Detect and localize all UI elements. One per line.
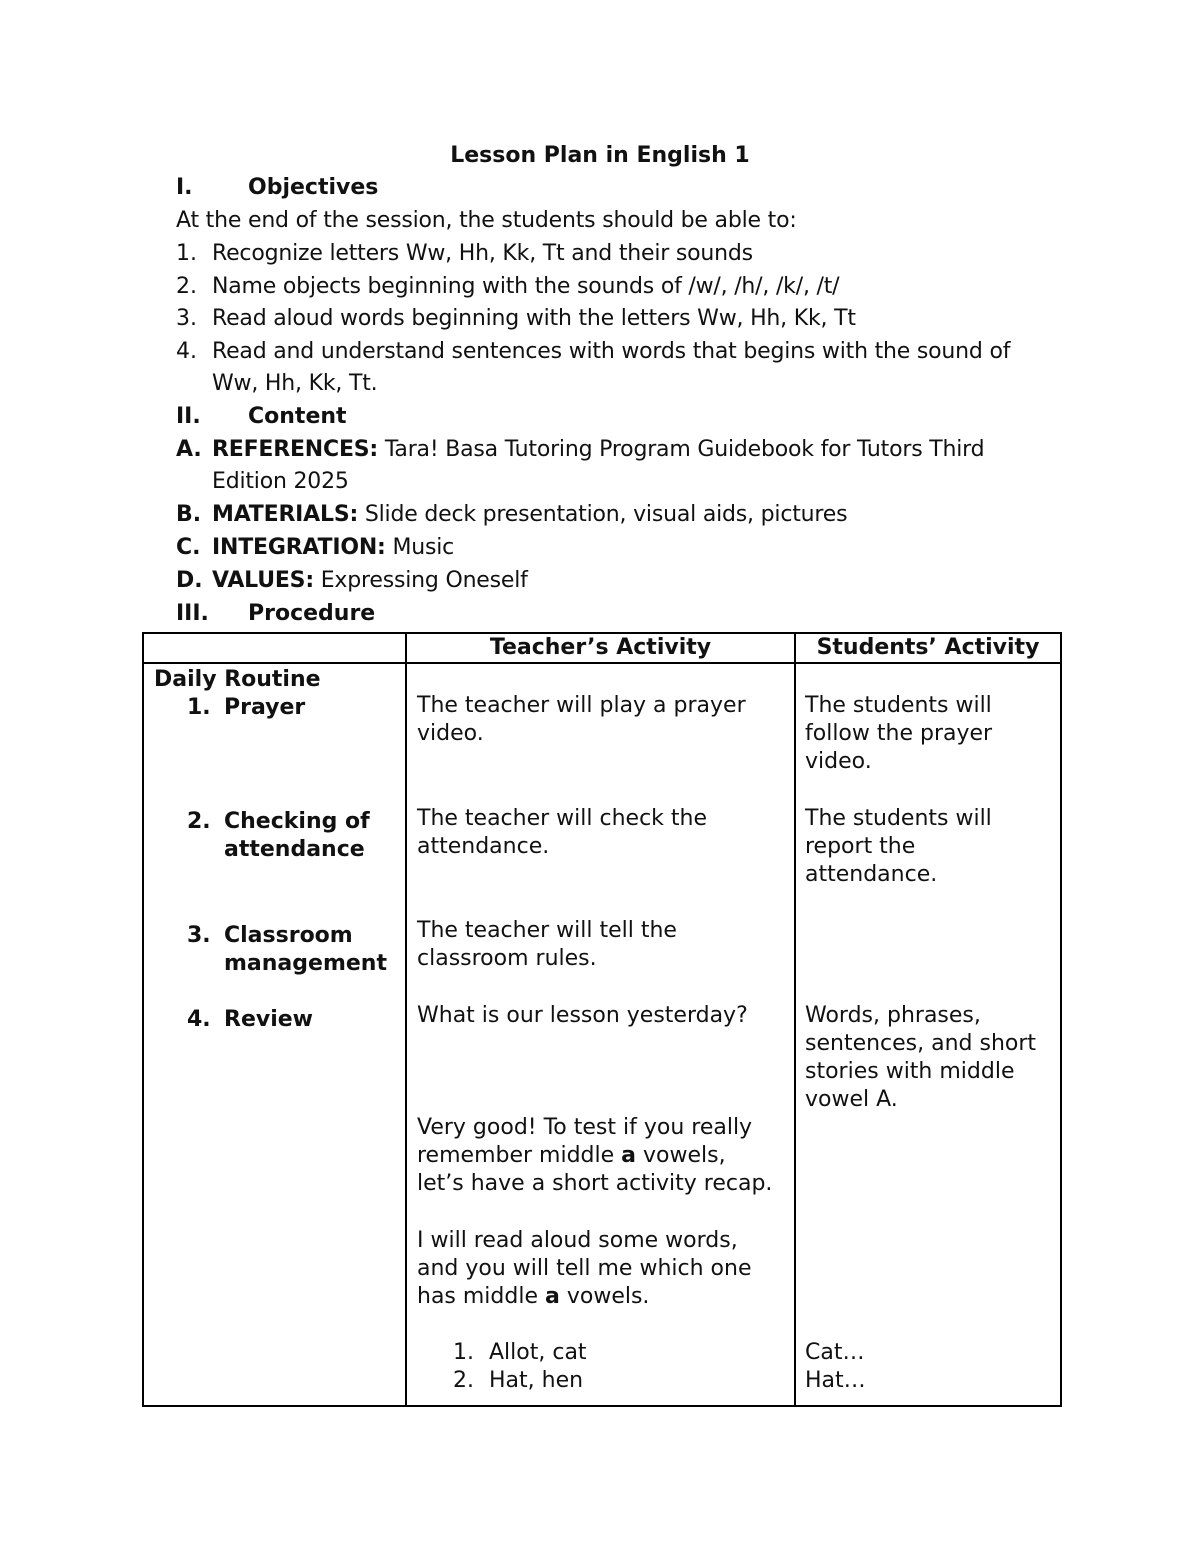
header-cell: Students’ Activity — [795, 633, 1061, 663]
content-item — [212, 535, 454, 560]
section-numeral: III. — [176, 601, 209, 626]
step-label: Prayer — [224, 695, 306, 720]
teacher-text-part: vowels. — [559, 1284, 650, 1309]
student-text: video. — [805, 749, 872, 774]
objective-item: Name objects beginning with the sounds of /w/, /h/, /k/, /t/ — [212, 274, 840, 299]
word-pair: Hat, hen — [489, 1368, 584, 1393]
emphasis-letter: a — [621, 1143, 637, 1168]
step-label-continued: attendance — [224, 837, 365, 862]
content-label: REFERENCES: — [212, 437, 379, 462]
objective-item: Recognize letters Ww, Hh, Kk, Tt and their sounds — [212, 241, 753, 266]
student-answer: Cat… — [805, 1340, 865, 1365]
section-heading: Objectives — [248, 175, 379, 200]
teacher-text: let’s have a short activity recap. — [417, 1171, 773, 1196]
header-cell — [143, 633, 406, 663]
step-label: Checking of — [224, 809, 370, 834]
teacher-text-part: remember middle — [417, 1143, 622, 1168]
student-text: The students will — [805, 806, 992, 831]
teacher-text: The teacher will check the — [417, 806, 707, 831]
table-row — [143, 663, 1061, 1406]
teacher-text-part: has middle — [417, 1284, 545, 1309]
step-number: 1. — [187, 695, 211, 720]
teacher-text: attendance. — [417, 834, 550, 859]
list-number: 2. — [176, 274, 197, 299]
student-text: attendance. — [805, 862, 938, 887]
list-letter: B. — [176, 502, 202, 527]
student-text: follow the prayer — [805, 721, 993, 746]
objectives-intro: At the end of the session, the students should be able to: — [176, 208, 797, 233]
student-text: stories with middle — [805, 1059, 1015, 1084]
content-text: Music — [385, 535, 455, 560]
step-label-continued: management — [224, 951, 387, 976]
teacher-column — [406, 663, 795, 1406]
student-text: sentences, and short — [805, 1031, 1037, 1056]
daily-routine-heading: Daily Routine — [154, 667, 321, 692]
students-column — [795, 663, 1061, 1406]
section-numeral: I. — [176, 175, 193, 200]
content-label: INTEGRATION: — [212, 535, 386, 560]
content-item — [212, 568, 528, 593]
student-text: Words, phrases, — [805, 1003, 981, 1028]
list-letter: D. — [176, 568, 203, 593]
emphasis-letter: a — [545, 1284, 560, 1309]
content-item-continued: Edition 2025 — [212, 469, 349, 494]
student-text: vowel A. — [805, 1087, 898, 1112]
content-text: Tara! Basa Tutoring Program Guidebook for Tutors Third — [378, 437, 985, 462]
content-text: Slide deck presentation, visual aids, pictures — [358, 502, 848, 527]
teacher-text: The teacher will play a prayer — [417, 693, 746, 718]
step-label: Review — [224, 1007, 313, 1032]
objective-item: Read aloud words beginning with the letters Ww, Hh, Kk, Tt — [212, 306, 856, 331]
content-item — [212, 502, 847, 527]
content-label: MATERIALS: — [212, 502, 359, 527]
word-number: 1. — [453, 1340, 474, 1365]
list-number: 4. — [176, 339, 197, 364]
page-title: Lesson Plan in English 1 — [450, 143, 750, 168]
student-text: report the — [805, 834, 916, 859]
step-number: 3. — [187, 923, 211, 948]
teacher-text — [417, 1283, 649, 1311]
teacher-text — [417, 1142, 726, 1170]
content-label: VALUES: — [212, 568, 314, 593]
student-answer: Hat… — [805, 1368, 866, 1393]
word-number: 2. — [453, 1368, 474, 1393]
teacher-text: video. — [417, 721, 484, 746]
section-heading: Procedure — [248, 601, 376, 626]
section-heading: Content — [248, 404, 347, 429]
teacher-text: I will read aloud some words, — [417, 1228, 738, 1253]
table-header-row — [143, 633, 1061, 663]
routine-column — [143, 663, 406, 1406]
list-number: 1. — [176, 241, 197, 266]
teacher-text-part: vowels, — [636, 1143, 726, 1168]
objective-item: Read and understand sentences with words that begins with the sound of — [212, 339, 1011, 364]
content-item — [212, 437, 984, 462]
list-letter: A. — [176, 437, 202, 462]
step-number: 2. — [187, 809, 211, 834]
header-cell: Teacher’s Activity — [406, 633, 795, 663]
student-text: The students will — [805, 693, 992, 718]
step-number: 4. — [187, 1007, 211, 1032]
teacher-text: Very good! To test if you really — [417, 1115, 753, 1140]
teacher-text: What is our lesson yesterday? — [417, 1003, 748, 1028]
teacher-text: classroom rules. — [417, 946, 597, 971]
teacher-text: and you will tell me which one — [417, 1256, 752, 1281]
teacher-text: The teacher will tell the — [417, 918, 677, 943]
content-text: Expressing Oneself — [313, 568, 528, 593]
list-letter: C. — [176, 535, 201, 560]
objective-item-continued: Ww, Hh, Kk, Tt. — [212, 371, 378, 396]
step-label: Classroom — [224, 923, 353, 948]
procedure-table — [142, 632, 1062, 1407]
word-pair: Allot, cat — [489, 1340, 587, 1365]
list-number: 3. — [176, 306, 197, 331]
section-numeral: II. — [176, 404, 201, 429]
